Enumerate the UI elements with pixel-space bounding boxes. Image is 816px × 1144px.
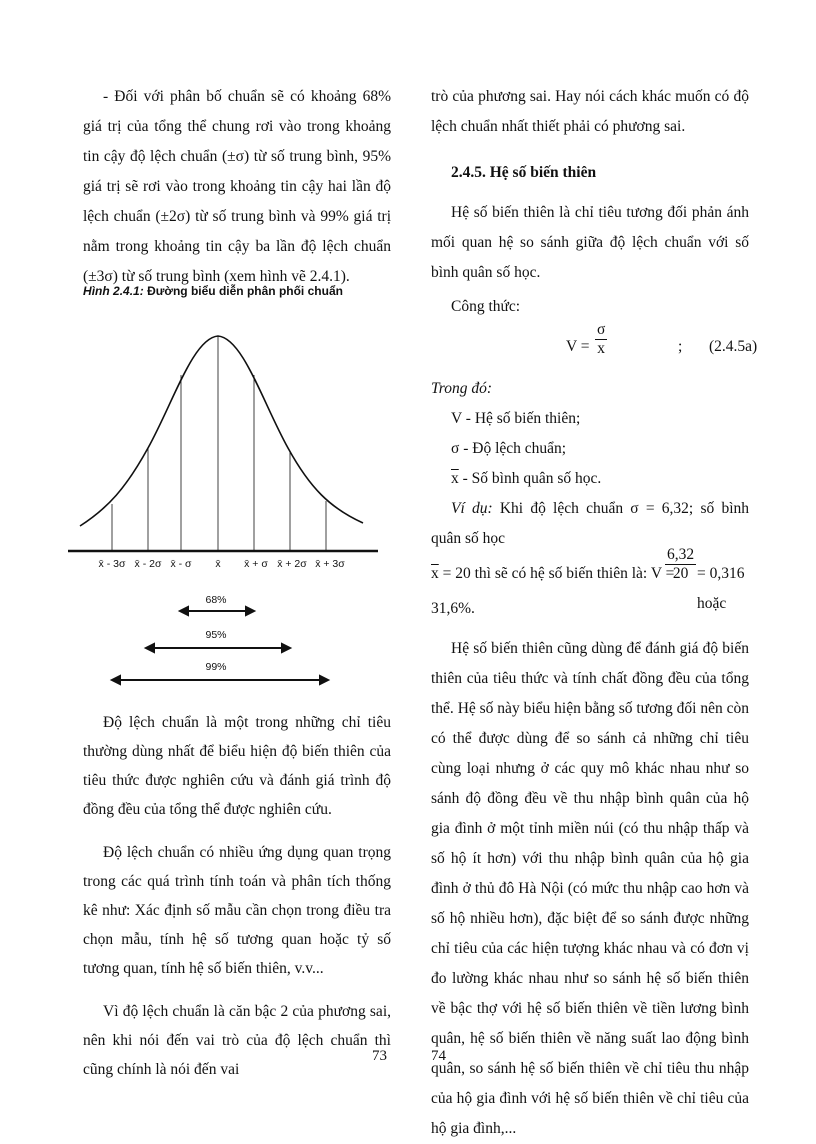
paragraph-std-dev-variance: Vì độ lệch chuẩn là căn bậc 2 của phương sai, nên khi nói đến vai trò của độ lệch chuẩn thì cũng chính là nói đến vai <box>83 1003 391 1078</box>
definition-v: V - Hệ số biến thiên; <box>451 410 581 427</box>
example-result: 31,6%. <box>431 600 475 617</box>
range-label-95: 95% <box>205 629 227 641</box>
formula-numerator: σ <box>597 321 606 338</box>
tick-label: x̄ + 2σ <box>277 558 307 570</box>
section-heading: 2.4.5. Hệ số biến thiên <box>451 164 597 181</box>
example-fraction-numerator: 6,32 <box>667 546 695 563</box>
page-number-right: 74 <box>431 1048 446 1064</box>
example-label: Ví dụ: <box>451 500 493 517</box>
figure-caption <box>83 284 343 298</box>
example-text-1: Khi độ lệch chuẩn σ = 6,32; số bình quân số học <box>431 500 749 547</box>
range-label-99: 99% <box>205 661 227 673</box>
xbar-symbol: $\overline{x}$ <box>451 470 459 487</box>
example-text-3: = 0,316 hoặc <box>697 565 745 612</box>
paragraph-cv-definition: Hệ số biến thiên là chỉ tiêu tương đối phản ánh mối quan hệ so sánh giữa độ lệch chuẩn với số bình quân số học. <box>431 204 749 281</box>
figure-title: Đường biểu diễn phân phối chuẩn <box>147 284 343 298</box>
paragraph-normal-distribution: - Đối với phân bố chuẩn sẽ có khoảng 68% giá trị của tổng thể chung rơi vào trong khoảng tin cậy độ lệch chuẩn (±σ) từ số trung bình, 95% giá trị sẽ rơi vào trong khoảng tin cậy hai lần độ lệch chuẩn (±2σ) từ số trung bình và 99% giá trị nằm trong khoảng tin cậy ba lần độ lệch chuẩn (±3σ) từ số trung bình (xem hình vẽ 2.4.1). <box>83 88 391 285</box>
formula-lhs: V = <box>566 338 590 355</box>
paragraph-std-dev-applications: Độ lệch chuẩn có nhiều ứng dụng quan trọng trong các quá trình tính toán và phân tích thống kê như: Xác định số mẫu cần chọn trong điều tra chọn mẫu, tính hệ số tương quan hoặc tỷ số tương quan, tính hệ số biến thiên, v.v... <box>83 844 391 977</box>
left-column-lower <box>83 708 391 1084</box>
definition-sigma: σ - Độ lệch chuẩn; <box>451 440 567 457</box>
definition-xbar-text: - Số bình quân số học. <box>458 470 602 487</box>
arrowhead <box>180 607 188 615</box>
arrowhead <box>146 644 154 652</box>
example-xbar: $\overline{x}$ <box>431 565 439 582</box>
paragraph-variance-continued: trò của phương sai. Hay nói cách khác muốn có độ lệch chuẩn nhất thiết phải có phương sai. <box>431 88 749 135</box>
example-text-2: = 20 thì sẽ có hệ số biến thiên là: V = <box>438 565 675 582</box>
paragraph-std-dev-definition: Độ lệch chuẩn là một trong những chỉ tiêu thường dùng nhất để biểu hiện độ biến thiên của tiêu thức được nghiên cứu và đánh giá trình độ đồng đều của tổng thể được nghiên cứu. <box>83 714 391 818</box>
formula-separator: ; <box>678 338 683 355</box>
example-line-2 <box>431 546 749 612</box>
paragraph-cv-usage: Hệ số biến thiên cũng dùng để đánh giá độ biến thiên của tiêu thức và tính chất đồng đều của tổng thể. Hệ số này biểu hiện bằng số tương đối nên còn có thể được dùng để so sánh cả những chỉ tiêu cùng loại nhưng ở các quy mô khác nhau như so sánh độ đồng đều về thu nhập bình quân của hộ gia đình ở một tỉnh miền núi (có thu nhập thấp và số hộ ít hơn) với thu nhập bình quân của hộ gia đình ở thủ đô Hà Nội (có mức thu nhập cao hơn và số hộ nhiều hơn), đặc biệt để so sánh được những chỉ tiêu của các hiện tượng khác nhau và có đơn vị đo lường khác nhau như so sánh hệ số biến thiên về bậc thợ với hệ số biến thiên về tiền lương bình quân, hệ số biến thiên về năng suất lao động bình quân, so sánh hệ số biến thiên về chỉ tiêu thu nhập của hộ gia đình với hệ số biến thiên về chỉ tiêu của hộ gia đình,... <box>431 640 749 1137</box>
example-line-1 <box>431 494 749 554</box>
arrowhead <box>246 607 254 615</box>
definition-xbar <box>431 464 749 494</box>
arrowhead <box>112 676 120 684</box>
formula-label: Công thức: <box>451 298 521 315</box>
tick-label: x̄ + σ <box>244 558 268 570</box>
tick-label: x̄ - 2σ <box>134 558 162 570</box>
formula-number: (2.4.5a) <box>709 338 758 355</box>
example-fraction-denominator: 20 <box>672 565 689 582</box>
formula-block <box>431 321 758 374</box>
formula-fraction <box>595 321 607 358</box>
tick-label: x̄ - 3σ <box>98 558 126 570</box>
page-number-left: 73 <box>372 1048 387 1064</box>
right-column <box>431 82 758 1144</box>
where-label: Trong đó: <box>431 380 493 397</box>
range-label-68: 68% <box>205 594 227 606</box>
example-fraction <box>665 546 696 583</box>
arrowhead <box>282 644 290 652</box>
arrowhead <box>320 676 328 684</box>
tick-label: x̄ - σ <box>170 558 192 570</box>
tick-label: x̄ + 3σ <box>315 558 345 570</box>
figure-label: Hình 2.4.1: <box>83 284 144 298</box>
left-column <box>83 82 391 292</box>
formula-denominator: x <box>597 340 606 357</box>
tick-label: x̄ <box>215 558 221 570</box>
normal-distribution-figure <box>68 318 378 688</box>
bell-curve <box>80 336 363 526</box>
